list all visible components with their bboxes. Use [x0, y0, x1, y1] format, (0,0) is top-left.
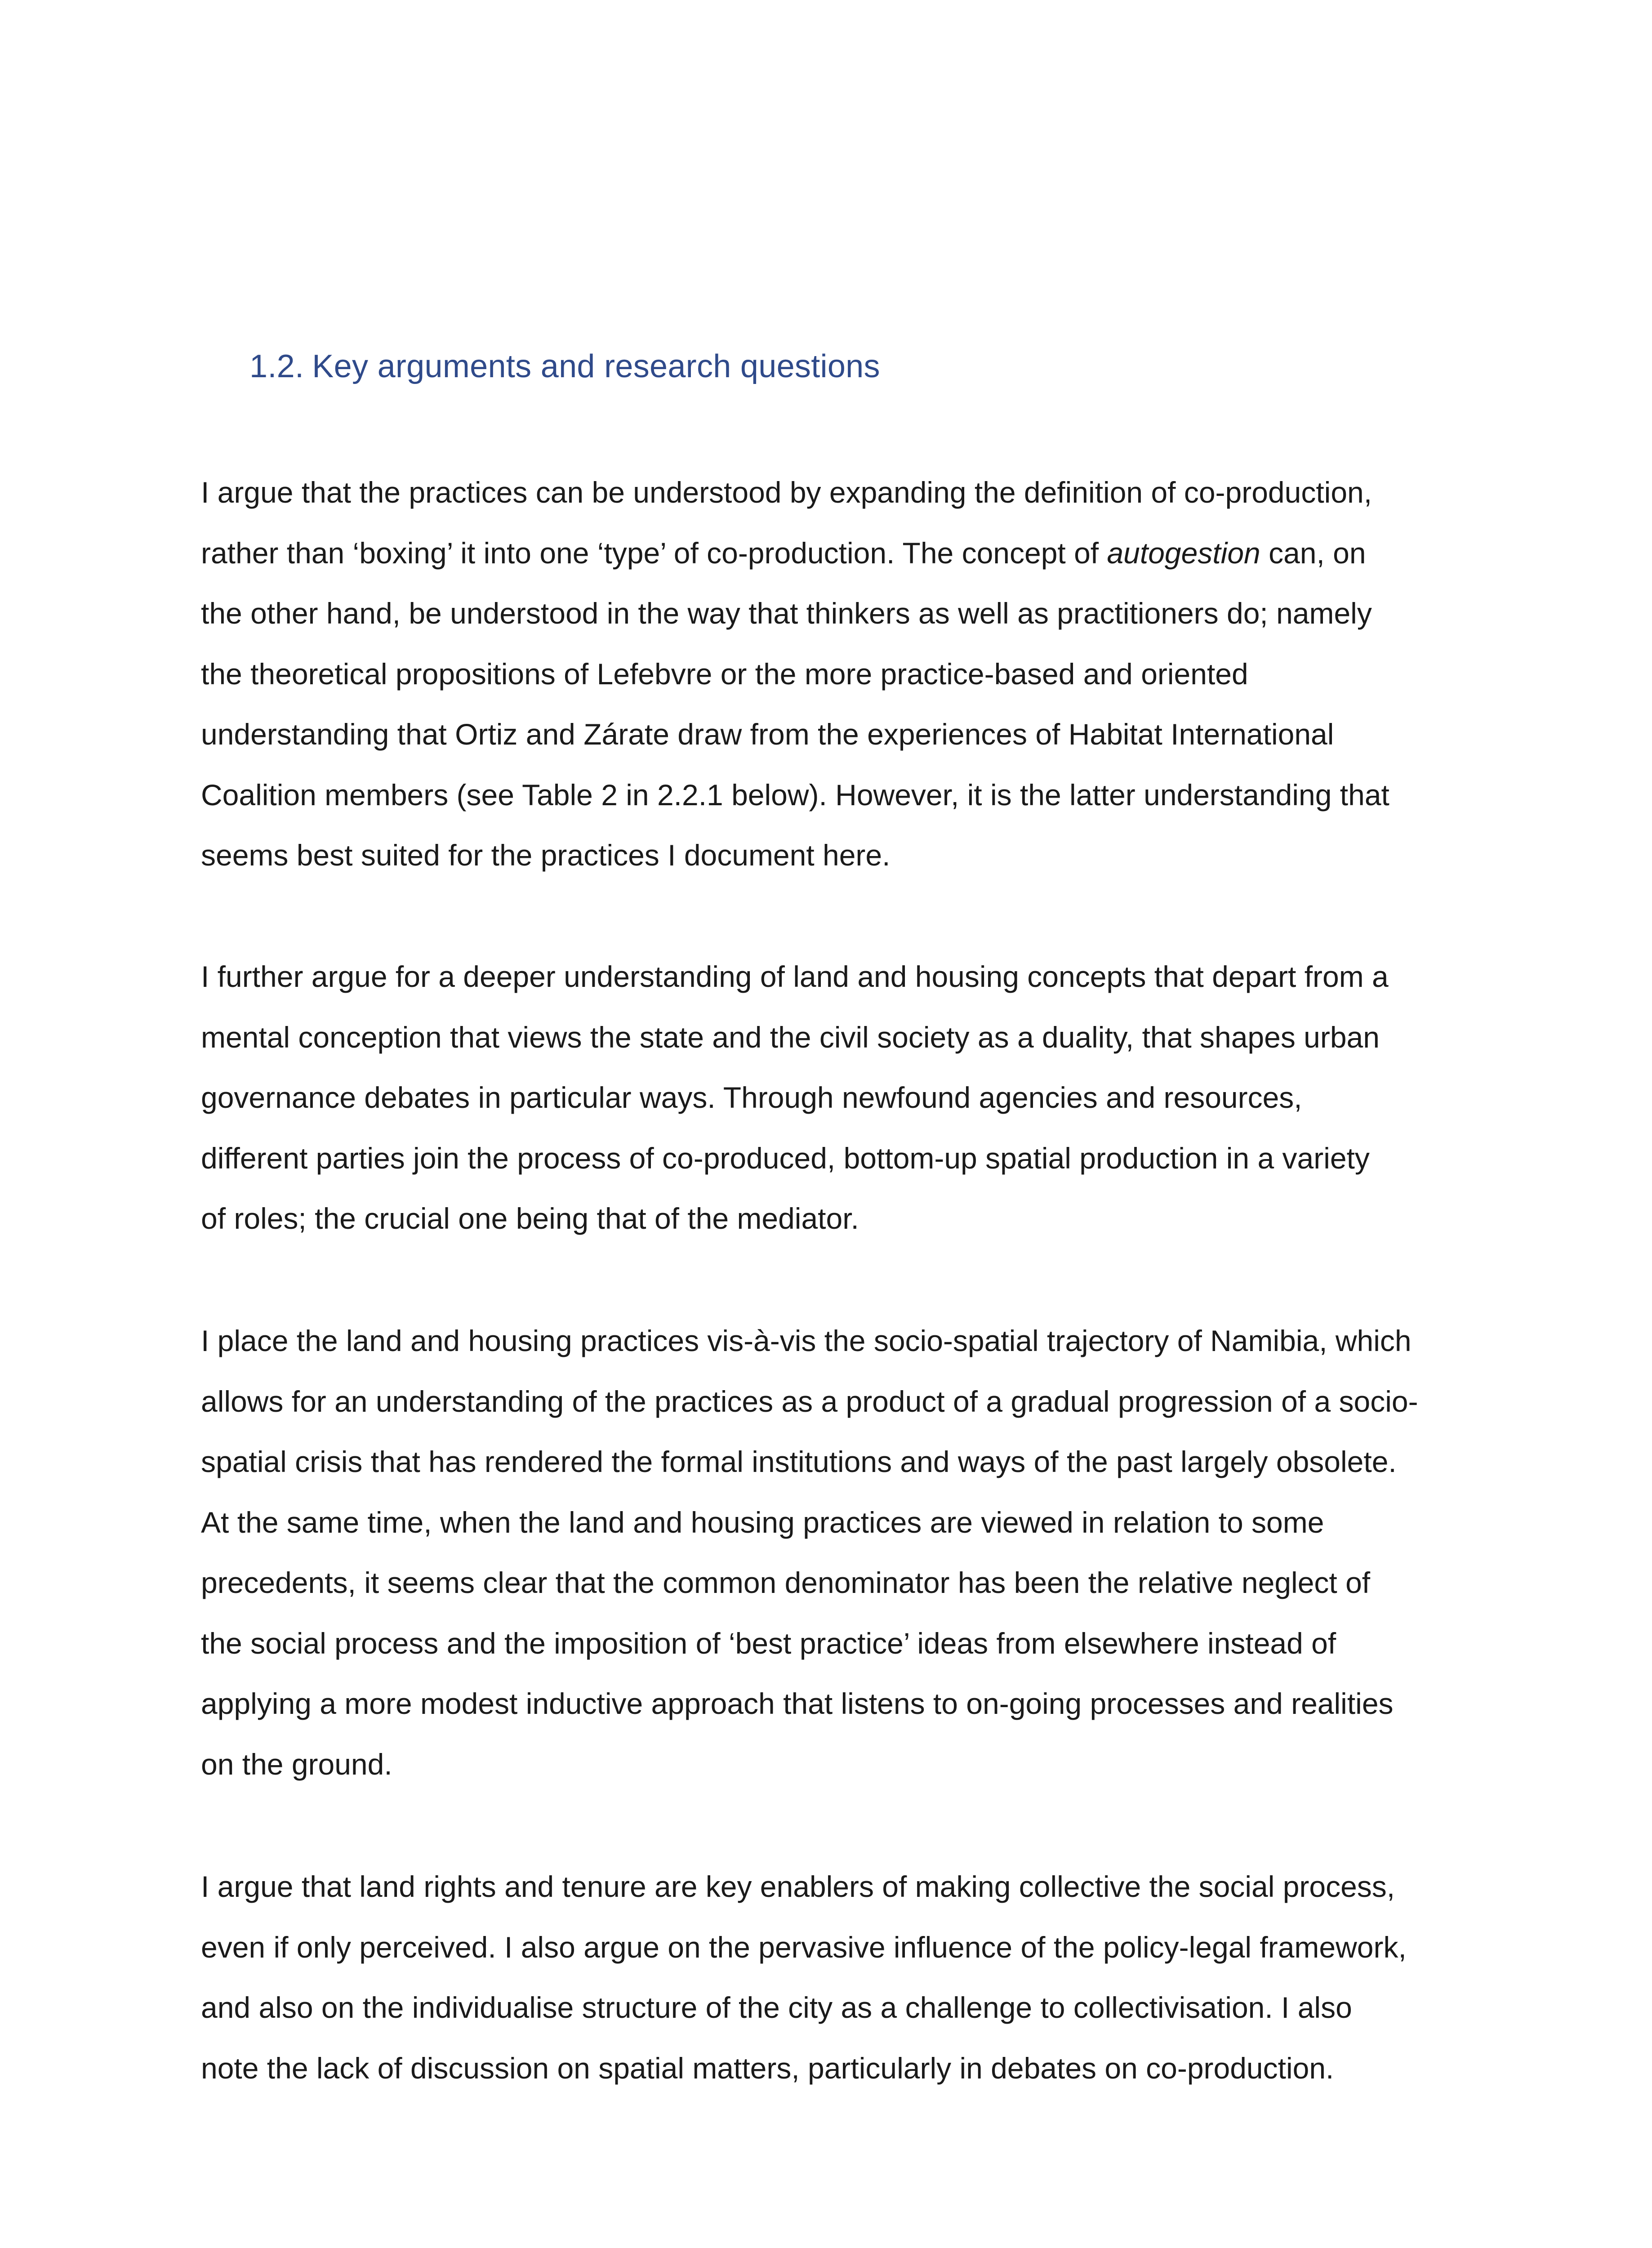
- text-line: [201, 523, 1451, 584]
- text-line: [201, 1067, 1451, 1128]
- text-segment: the social process and the imposition of ‘best practice’ ideas from elsewhere instead of: [201, 1626, 1336, 1660]
- text-segment: and also on the individualise structure of the city as a challenge to collectivisation. I also: [201, 1991, 1352, 2024]
- text-segment: different parties join the process of co-produced, bottom-up spatial production in a variety: [201, 1141, 1370, 1175]
- text-line: [201, 1917, 1451, 1978]
- paragraph-2: [201, 946, 1451, 1249]
- paragraph-3: [201, 1311, 1451, 1794]
- paragraph-4: [201, 1856, 1451, 2098]
- text-line: [201, 765, 1451, 825]
- text-line: [201, 644, 1451, 705]
- text-line: [201, 1613, 1451, 1674]
- text-segment: allows for an understanding of the practices as a product of a gradual progression of a socio-: [201, 1384, 1418, 1418]
- text-segment: rather than ‘boxing’ it into one ‘type’ of co-production. The concept of: [201, 536, 1107, 570]
- text-line: [201, 2038, 1451, 2099]
- text-segment: the other hand, be understood in the way that thinkers as well as practitioners do; namely: [201, 597, 1372, 630]
- text-segment: even if only perceived. I also argue on the pervasive influence of the policy-legal framework,: [201, 1930, 1407, 1964]
- text-segment: mental conception that views the state and the civil society as a duality, that shapes urban: [201, 1020, 1380, 1054]
- text-line: [201, 1432, 1451, 1492]
- text-segment: At the same time, when the land and housing practices are viewed in relation to some: [201, 1505, 1324, 1539]
- text-segment: I argue that the practices can be understood by expanding the definition of co-production,: [201, 476, 1372, 509]
- section-number: 1.2.: [249, 348, 304, 384]
- section-title: Key arguments and research questions: [312, 348, 880, 384]
- text-line: [201, 1371, 1451, 1432]
- text-line: [201, 946, 1451, 1007]
- text-segment: precedents, it seems clear that the common denominator has been the relative neglect of: [201, 1566, 1371, 1599]
- text-line: [201, 1492, 1451, 1553]
- text-line: [201, 1552, 1451, 1613]
- text-segment: I further argue for a deeper understanding of land and housing concepts that depart from a: [201, 960, 1389, 993]
- text-segment: note the lack of discussion on spatial matters, particularly in debates on co-production.: [201, 2051, 1334, 2085]
- text-segment: can, on: [1260, 536, 1366, 570]
- text-line: [201, 1311, 1451, 1371]
- text-segment: I argue that land rights and tenure are key enablers of making collective the social process,: [201, 1870, 1395, 1903]
- text-line: [201, 1007, 1451, 1068]
- text-line: [201, 1977, 1451, 2038]
- text-segment: spatial crisis that has rendered the formal institutions and ways of the past largely obsolete.: [201, 1445, 1397, 1478]
- text-line: [201, 583, 1451, 644]
- text-line: [201, 1673, 1451, 1734]
- text-line: [201, 825, 1451, 886]
- text-line: [201, 1734, 1451, 1795]
- text-line: [201, 1128, 1451, 1189]
- text-line: [201, 1856, 1451, 1917]
- text-line: [201, 462, 1451, 523]
- text-segment: of roles; the crucial one being that of the mediator.: [201, 1202, 859, 1235]
- text-segment: I place the land and housing practices vis-à-vis the socio-spatial trajectory of Namibia, which: [201, 1324, 1412, 1357]
- text-segment: seems best suited for the practices I document here.: [201, 839, 891, 872]
- text-line: [201, 1188, 1451, 1249]
- text-segment: Coalition members (see Table 2 in 2.2.1 below). However, it is the latter understanding that: [201, 778, 1389, 812]
- text-line: [201, 704, 1451, 765]
- text-segment: on the ground.: [201, 1747, 392, 1781]
- text-segment: applying a more modest inductive approach that listens to on-going processes and realities: [201, 1687, 1394, 1720]
- italic-term: autogestion: [1107, 536, 1260, 570]
- section-heading: [249, 344, 1553, 389]
- text-segment: governance debates in particular ways. Through newfound agencies and resources,: [201, 1081, 1302, 1114]
- paragraph-1: [201, 462, 1451, 886]
- text-segment: understanding that Ortiz and Zárate draw from the experiences of Habitat International: [201, 718, 1334, 751]
- text-segment: the theoretical propositions of Lefebvre or the more practice-based and oriented: [201, 657, 1248, 691]
